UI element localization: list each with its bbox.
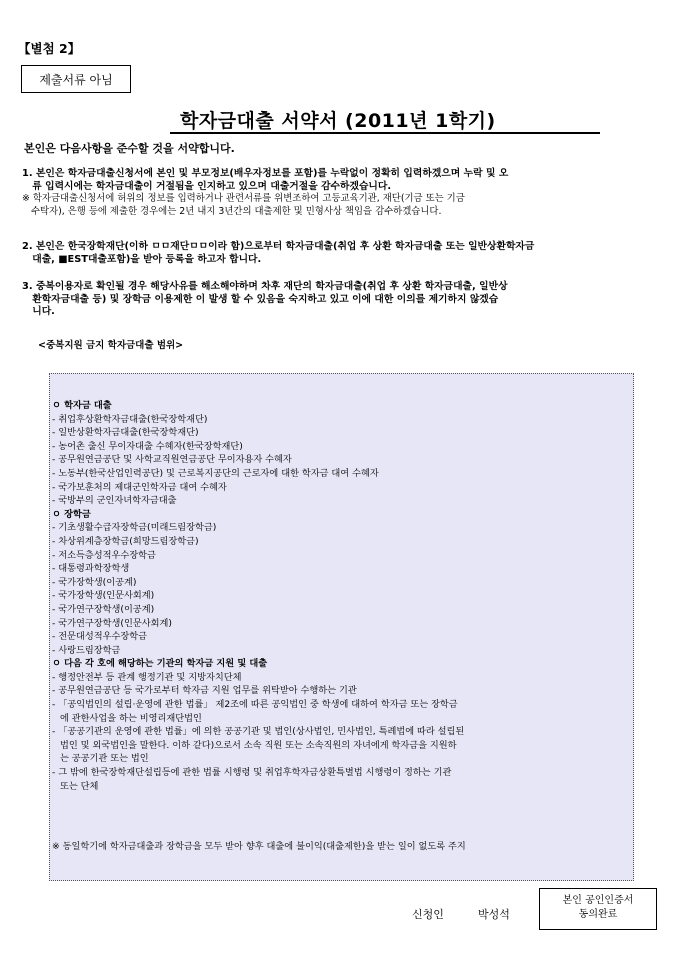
certificate-consent-box xyxy=(539,888,657,930)
pledge-item-2 xyxy=(22,241,662,266)
scope-list-item: - 일반상환학자금대출(한국장학재단) xyxy=(52,427,199,439)
scope-list-item: - 취업후상환학자금대출(한국장학재단) xyxy=(52,413,208,425)
scope-list-item: 또는 단체 xyxy=(60,780,99,792)
pledge-item-2-line-1: 2. 본인은 한국장학재단(이하 ㅁㅁ재단ㅁㅁ이라 함)으로부터 학자금대출(취업 후 상환 학자금대출 또는 일반상환학자금 xyxy=(22,241,535,252)
scope-heading: <중복지원 금지 학자금대출 범위> xyxy=(38,340,184,351)
scope-category-heading: ㅇ 학자금 대출 xyxy=(52,400,112,411)
applicant-name: 박성석 xyxy=(478,908,510,921)
scope-footnote: ※ 동일학기에 학자금대출과 장학금을 모두 받아 향후 대출에 불이익(대출제한)을 받는 일이 없도록 주지 xyxy=(52,841,466,852)
scope-list-item: - 국가연구장학생(인문사회계) xyxy=(52,617,172,629)
title-underline xyxy=(170,132,600,134)
consent-line-2: 동의완료 xyxy=(578,909,618,920)
scope-list-item: - 국가장학생(이공계) xyxy=(52,576,137,588)
scope-list-item: - 국방부의 군인자녀학자금대출 xyxy=(52,495,177,507)
scope-list-item: 법인 및 외국법인을 말한다. 이하 같다)으로서 소속 직원 또는 소속직원의 자녀에게 학자금을 지원하 xyxy=(60,739,457,751)
scope-list-item: - 공무원연금공단 등 국가로부터 학자금 지원 업무를 위탁받아 수행하는 기관 xyxy=(52,685,357,697)
scope-category-heading: ㅇ 다음 각 호에 해당하는 기관의 학자금 지원 및 대출 xyxy=(52,658,268,670)
scope-list-item: - 「공익법인의 설립·운영에 관한 법률」 제2조에 따른 공익법인 중 학생에 대하여 학자금 또는 장학금 xyxy=(52,699,458,711)
pledge-item-2-line-2: 대출, ■EST대출포함)을 받아 등록을 하고자 합니다. xyxy=(22,253,262,265)
pledge-item-1 xyxy=(22,168,662,218)
scope-list-item: - 차상위계층장학금(희망드림장학금) xyxy=(52,535,199,547)
scope-category-heading: ㅇ 장학금 xyxy=(52,508,91,520)
scope-list-item: - 기초생활수급자장학금(미래드림장학금) xyxy=(52,522,217,534)
pledge-item-1-note-1: ※ 학자금대출신청서에 허위의 정보를 입력하거나 관련서류를 위변조하여 고등교육기관, 재단(기금 또는 기금 xyxy=(22,193,465,205)
not-submitted-badge: 제출서류 아님 xyxy=(21,65,131,93)
scope-list-item: - 사랑드림장학금 xyxy=(52,644,121,656)
scope-list-item: - 전문대성적우수장학금 xyxy=(52,631,147,643)
scope-list-item: - 대통령과학장학생 xyxy=(52,563,130,575)
pledge-item-3-line-1: 3. 중복이용자로 확인될 경우 해당사유를 해소해야하며 차후 재단의 학자금대출(취업 후 상환 학자금대출, 일반상 xyxy=(22,281,508,292)
scope-list-item: - 「공공기관의 운영에 관한 법률」에 의한 공공기관 및 법인(상사법인, 민사법인, 특례법에 따라 설립된 xyxy=(52,726,465,738)
pledge-item-1-line-2: 류 입력시에는 학자금대출이 거절됨을 인지하고 있으며 대출거절을 감수하겠습니다. xyxy=(22,180,392,192)
scope-list-item: - 국가연구장학생(이공계) xyxy=(52,603,155,615)
scope-list-item: - 노동부(한국산업인력공단) 및 근로복지공단의 근로자에 대한 학자금 대여 수혜자 xyxy=(52,467,379,479)
scope-list-item: - 저소득층성적우수장학금 xyxy=(52,549,156,561)
pledge-item-3-line-2: 환학자금대출 등) 및 장학금 이용제한 이 발생 할 수 있음을 숙지하고 있고 이에 대한 이의를 제기하지 않겠습 xyxy=(22,293,499,305)
attachment-label: 【별첨 2】 xyxy=(18,41,81,56)
pledge-item-3 xyxy=(22,281,662,319)
scope-list-item: - 농어촌 출신 무이자대출 수혜자(한국장학재단) xyxy=(52,440,243,452)
scope-list-item: - 공무원연금공단 및 사학교직원연금공단 무이자용자 수혜자 xyxy=(52,454,292,466)
scope-list-item: - 그 밖에 한국장학재단설립등에 관한 법률 시행령 및 취업후학자금상환특별법 시행령이 정하는 기관 xyxy=(52,767,452,779)
scope-list-item: - 국가장학생(인문사회계) xyxy=(52,590,155,602)
scope-list-item: - 국가보훈처의 제대군인학자금 대여 수혜자 xyxy=(52,481,227,493)
pledge-item-3-line-3: 니다. xyxy=(22,306,55,318)
intro-text: 본인은 다음사항을 준수할 것을 서약합니다. xyxy=(24,142,235,155)
scope-list-item: - 행정안전부 등 관계 행정기관 및 지방자치단체 xyxy=(52,671,242,683)
scope-list-item: 는 공공기관 또는 법인 xyxy=(60,753,149,765)
consent-line-1: 본인 공인인증서 xyxy=(562,895,634,906)
scope-list xyxy=(52,399,632,793)
scope-list-item: 에 관한사업을 하는 비영리재단법인 xyxy=(60,712,202,724)
page-title: 학자금대출 서약서 (2011년 1학기) xyxy=(180,110,496,132)
applicant-label: 신청인 xyxy=(412,908,444,921)
pledge-item-1-line-1: 1. 본인은 학자금대출신청서에 본인 및 부모정보(배우자정보를 포함)를 누락없이 정확히 입력하겠으며 누락 및 오 xyxy=(22,168,509,179)
pledge-item-1-note-2: 수탁자), 은행 등에 제출한 경우에는 2년 내지 3년간의 대출제한 및 민형사상 책임을 감수하겠습니다. xyxy=(22,205,442,217)
